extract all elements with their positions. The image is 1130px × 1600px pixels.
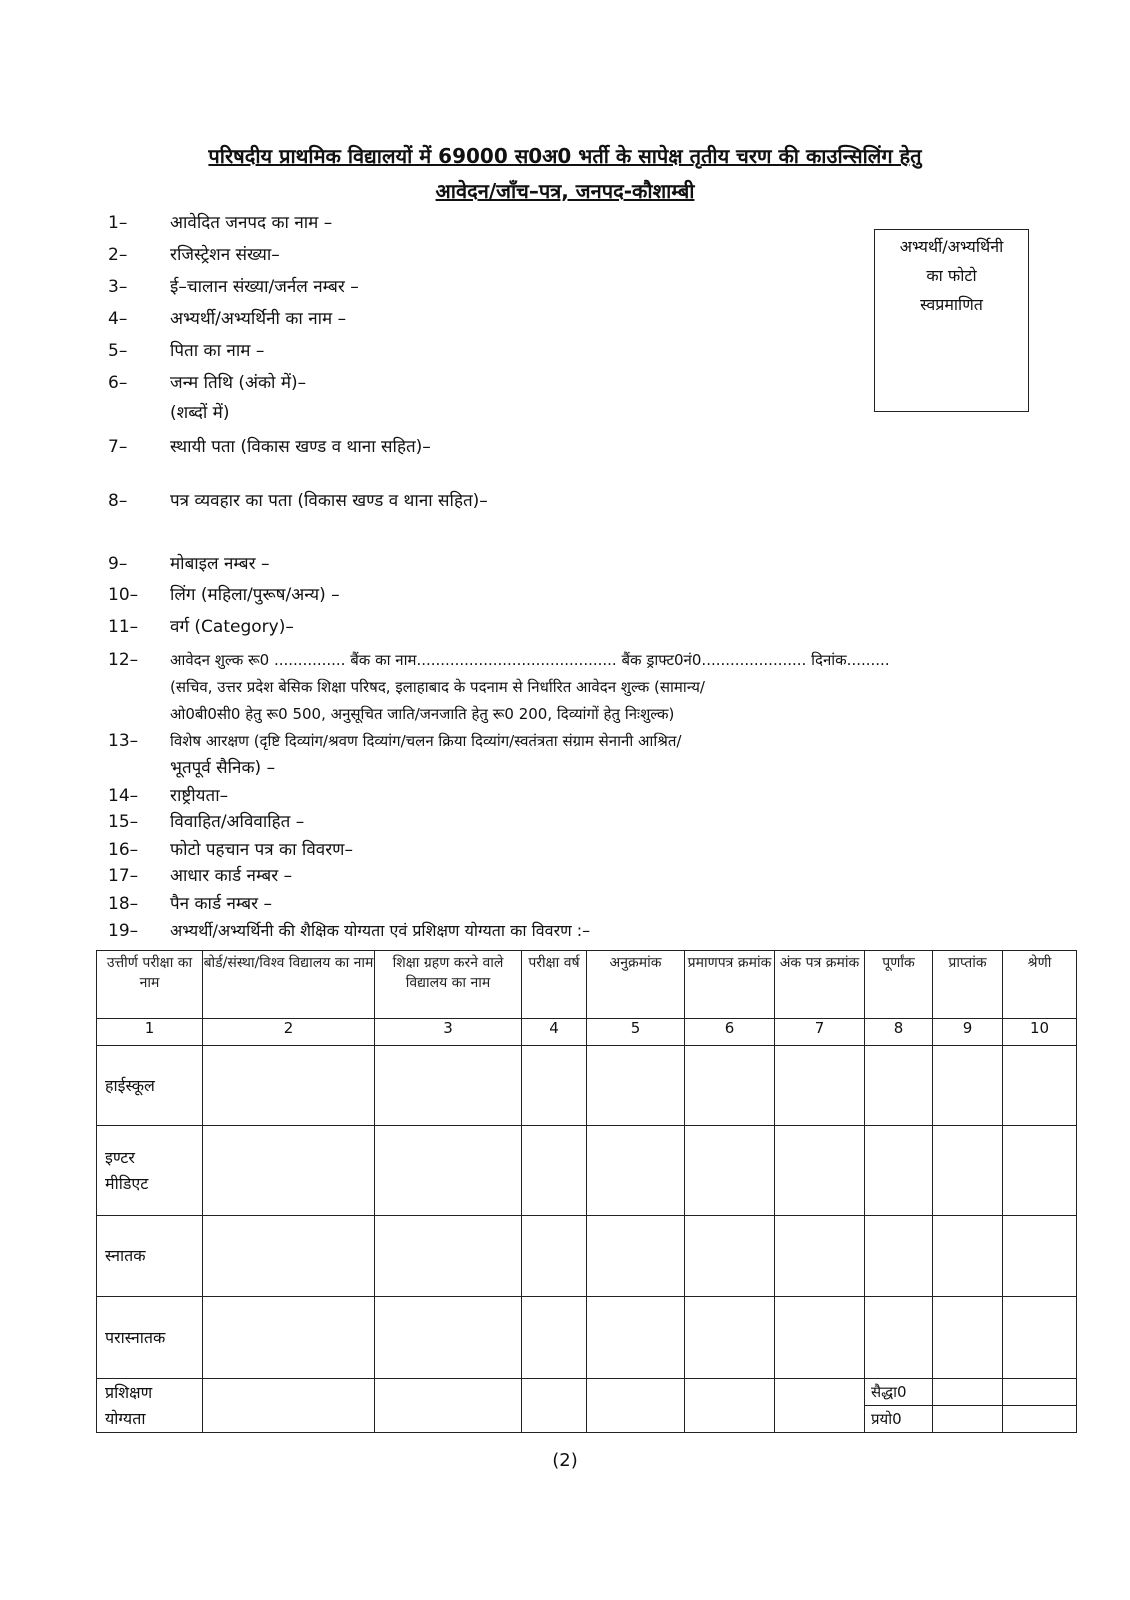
table-cell[interactable]	[1003, 1046, 1077, 1126]
item-label: विशेष आरक्षण (दृष्टि दिव्यांग/श्रवण दिव्यांग/चलन क्रिया दिव्यांग/स्वतंत्रता संग्राम सेनानी आश्रित/	[170, 732, 682, 750]
item-number: 3–	[108, 277, 128, 297]
photo-box	[874, 229, 1029, 412]
table-row-training	[97, 1379, 1077, 1433]
table-row-highschool	[97, 1046, 1077, 1126]
table-cell[interactable]	[775, 1297, 865, 1379]
table-cell[interactable]	[375, 1046, 522, 1126]
item-label: फोटो पहचान पत्र का विवरण–	[170, 840, 353, 860]
column-number: 1	[97, 1019, 203, 1046]
item-number: 19–	[108, 921, 139, 941]
column-header: शिक्षा ग्रहण करने वाले विद्यालय का नाम	[375, 951, 522, 1019]
column-header: परीक्षा वर्ष	[522, 951, 587, 1019]
column-header: अंक पत्र क्रमांक	[775, 951, 865, 1019]
table-cell[interactable]	[775, 1216, 865, 1297]
table-row-postgraduate	[97, 1297, 1077, 1379]
item-number: 15–	[108, 812, 139, 832]
column-number: 8	[865, 1019, 933, 1046]
row-label: हाईस्कूल	[97, 1046, 203, 1126]
theory-grade-cell[interactable]	[1003, 1379, 1076, 1405]
table-cell[interactable]	[203, 1379, 375, 1433]
table-row-graduate	[97, 1216, 1077, 1297]
table-cell[interactable]	[522, 1379, 587, 1433]
item-number: 1–	[108, 213, 128, 233]
theory-obtained-cell[interactable]	[933, 1379, 1002, 1405]
item-number: 8–	[108, 491, 128, 511]
form-title-line2: आवेदन/जाँच–पत्र, जनपद-कौशाम्बी	[435, 179, 695, 203]
column-number: 6	[685, 1019, 775, 1046]
item-label: वर्ग (Category)–	[170, 617, 294, 637]
row-label: स्नातक	[97, 1216, 203, 1297]
item-label: आधार कार्ड नम्बर –	[170, 866, 293, 886]
table-header-row	[97, 951, 1077, 1019]
column-header: प्रमाणपत्र क्रमांक	[685, 951, 775, 1019]
item-number: 9–	[108, 554, 128, 574]
column-header: प्राप्तांक	[933, 951, 1003, 1019]
table-cell[interactable]	[203, 1126, 375, 1216]
item-number: 18–	[108, 894, 139, 914]
table-cell[interactable]	[587, 1046, 685, 1126]
table-cell[interactable]	[1003, 1297, 1077, 1379]
table-cell[interactable]	[685, 1297, 775, 1379]
item-label: लिंग (महिला/पुरूष/अन्य) –	[170, 585, 340, 605]
item-label: (शब्दों में)	[170, 403, 230, 423]
practical-label: प्रयो0	[865, 1405, 932, 1432]
practical-grade-cell[interactable]	[1003, 1405, 1076, 1432]
column-number: 10	[1003, 1019, 1077, 1046]
item-label: पैन कार्ड नम्बर –	[170, 894, 272, 914]
item-number: 6–	[108, 373, 128, 393]
form-title-line1: परिषदीय प्राथमिक विद्यालयों में 69000 स0अ0 भर्ती के सापेक्ष तृतीय चरण की काउन्सिलिंग हेतु	[208, 144, 922, 168]
table-cell[interactable]	[865, 1297, 933, 1379]
table-cell[interactable]	[587, 1297, 685, 1379]
column-number: 5	[587, 1019, 685, 1046]
item-number: 17–	[108, 866, 139, 886]
table-cell[interactable]	[933, 1297, 1003, 1379]
item-label: आवेदन शुल्क रू0 ............... बैंक का नाम.......................................... बैंक ड्राफ्ट0नं0...................... दिनांक.........	[170, 651, 890, 669]
table-cell[interactable]	[375, 1379, 522, 1433]
item-label: (सचिव, उत्तर प्रदेश बेसिक शिक्षा परिषद, इलाहाबाद के पदनाम से निर्धारित आवेदन शुल्क (सामान्य/	[170, 678, 705, 696]
column-number: 7	[775, 1019, 865, 1046]
page-number: (2)	[552, 1450, 578, 1471]
column-header: अनुक्रमांक	[587, 951, 685, 1019]
table-cell[interactable]	[375, 1216, 522, 1297]
table-cell[interactable]	[775, 1379, 865, 1433]
item-label: पत्र व्यवहार का पता (विकास खण्ड व थाना सहित)–	[170, 491, 488, 511]
item-label: भूतपूर्व सैनिक) –	[170, 758, 276, 778]
column-header: उत्तीर्ण परीक्षा का नाम	[97, 951, 203, 1019]
table-cell[interactable]	[1003, 1126, 1077, 1216]
table-cell[interactable]	[933, 1379, 1003, 1433]
item-number: 7–	[108, 437, 128, 457]
table-cell[interactable]	[375, 1297, 522, 1379]
item-number: 11–	[108, 617, 139, 637]
column-number-row	[97, 1019, 1077, 1046]
row-label: प्रशिक्षण योग्यता	[97, 1379, 203, 1433]
item-label: आवेदित जनपद का नाम –	[170, 213, 333, 233]
item-label: विवाहित/अविवाहित –	[170, 812, 305, 832]
column-number: 3	[375, 1019, 522, 1046]
table-cell[interactable]	[1003, 1379, 1077, 1433]
table-cell[interactable]	[685, 1126, 775, 1216]
table-cell[interactable]	[587, 1379, 685, 1433]
table-cell[interactable]	[522, 1297, 587, 1379]
item-number: 16–	[108, 840, 139, 860]
column-header: श्रेणी	[1003, 951, 1077, 1019]
table-cell[interactable]	[587, 1216, 685, 1297]
item-number: 4–	[108, 309, 128, 329]
item-number: 10–	[108, 585, 139, 605]
column-header: पूर्णांक	[865, 951, 933, 1019]
item-number: 2–	[108, 245, 128, 265]
theory-label: सैद्धा0	[871, 1383, 907, 1401]
table-cell[interactable]	[865, 1046, 933, 1126]
item-label: जन्म तिथि (अंको में)–	[170, 373, 307, 393]
item-number: 12–	[108, 650, 139, 670]
column-number: 4	[522, 1019, 587, 1046]
qualification-table	[96, 950, 1077, 1433]
photo-box-line1: अभ्यर्थी/अभ्यर्थिनी	[899, 237, 1004, 256]
practical-obtained-cell[interactable]	[933, 1405, 1002, 1432]
column-header: बोर्ड/संस्था/विश्व विद्यालय का नाम	[203, 951, 375, 1019]
item-number: 5–	[108, 341, 128, 361]
table-cell[interactable]	[775, 1126, 865, 1216]
table-cell[interactable]	[865, 1216, 933, 1297]
item-label: मोबाइल नम्बर –	[170, 554, 270, 574]
table-cell[interactable]	[375, 1126, 522, 1216]
table-cell[interactable]	[685, 1046, 775, 1126]
table-row-intermediate	[97, 1126, 1077, 1216]
table-cell[interactable]	[203, 1216, 375, 1297]
item-label: ओ0बी0सी0 हेतु रू0 500, अनुसूचित जाति/जनजाति हेतु रू0 200, दिव्यांगों हेतु निःशुल्क)	[170, 705, 675, 723]
item-label: अभ्यर्थी/अभ्यर्थिनी का नाम –	[170, 309, 347, 329]
photo-box-line2: का फोटो	[926, 266, 977, 285]
table-cell[interactable]	[203, 1046, 375, 1126]
table-cell	[865, 1379, 933, 1433]
table-cell[interactable]	[522, 1126, 587, 1216]
row-label: इण्टर मीडिएट	[97, 1126, 203, 1216]
table-cell[interactable]	[685, 1216, 775, 1297]
table-cell[interactable]	[1003, 1216, 1077, 1297]
table-cell[interactable]	[685, 1379, 775, 1433]
item-number: 14–	[108, 786, 139, 806]
table-cell[interactable]	[775, 1046, 865, 1126]
table-cell[interactable]	[587, 1126, 685, 1216]
photo-box-line3: स्वप्रमाणित	[920, 295, 983, 314]
item-number: 13–	[108, 731, 139, 751]
column-number: 9	[933, 1019, 1003, 1046]
table-cell[interactable]	[865, 1126, 933, 1216]
item-label: पिता का नाम –	[170, 341, 265, 361]
table-cell[interactable]	[933, 1216, 1003, 1297]
item-label: ई–चालान संख्या/जर्नल नम्बर –	[170, 277, 359, 297]
item-label: रजिस्ट्रेशन संख्या–	[170, 245, 280, 265]
column-number: 2	[203, 1019, 375, 1046]
table-cell[interactable]	[522, 1216, 587, 1297]
table-cell[interactable]	[933, 1126, 1003, 1216]
item-label: स्थायी पता (विकास खण्ड व थाना सहित)–	[170, 437, 431, 457]
item-label: अभ्यर्थी/अभ्यर्थिनी की शैक्षिक योग्यता एवं प्रशिक्षण योग्यता का विवरण :–	[170, 921, 591, 940]
table-cell[interactable]	[933, 1046, 1003, 1126]
row-label: परास्नातक	[97, 1297, 203, 1379]
table-cell[interactable]	[203, 1297, 375, 1379]
table-cell[interactable]	[522, 1046, 587, 1126]
item-label: राष्ट्रीयता–	[170, 786, 229, 806]
